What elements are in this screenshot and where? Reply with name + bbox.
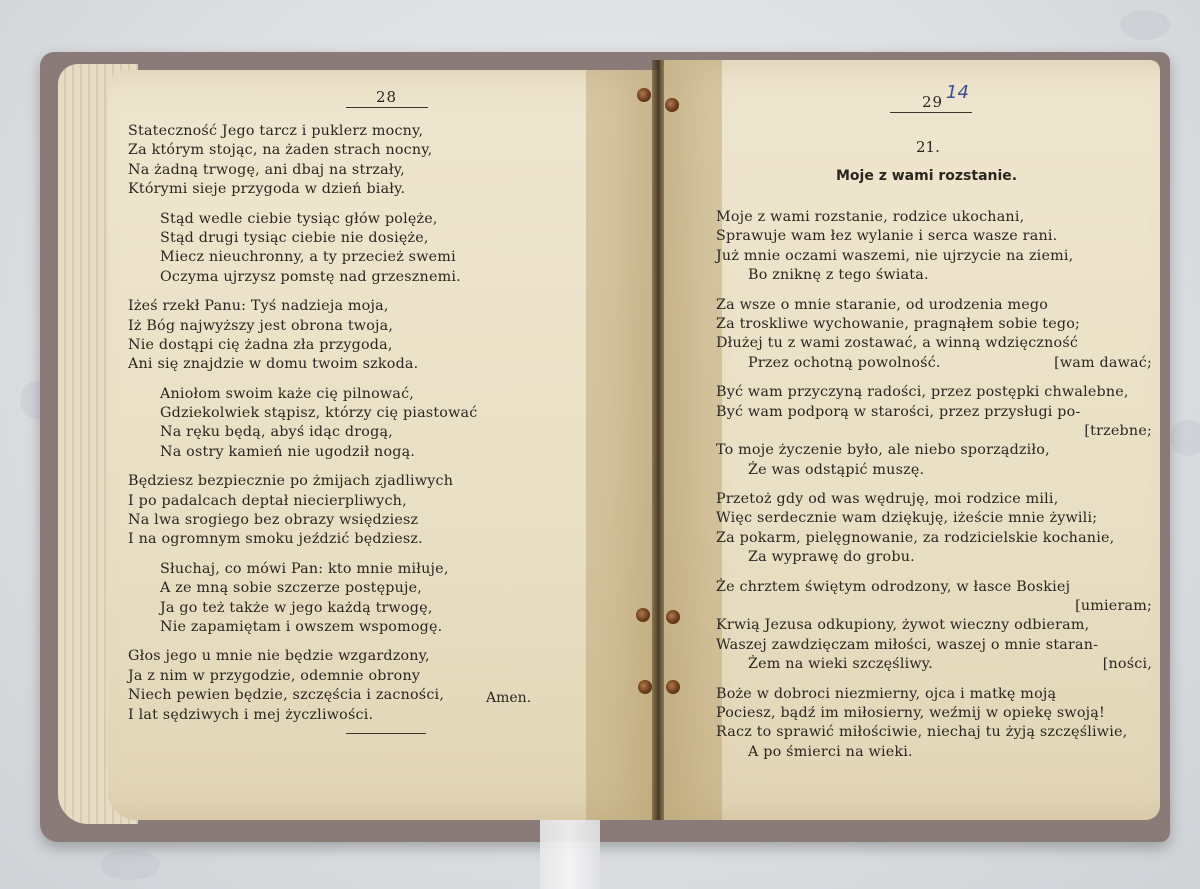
hymn-line-text: Bo zniknę z tego świata. — [748, 267, 929, 284]
hymn-line — [716, 334, 1156, 353]
closing-word: Amen. — [486, 690, 532, 706]
hymn-line-text: Pociesz, bądź im miłosierny, weźmij w opiekę swoją! — [716, 704, 1105, 721]
hymn-line-text: Żem na wieki szczęśliwy. — [748, 656, 933, 673]
poem-line: A ze mną sobie szczerze postępuje, — [160, 580, 423, 597]
header-rule — [890, 112, 972, 113]
pencil-annotation: 14 — [946, 82, 969, 103]
poem-line: Ja z nim w przygodzie, odemnie obrony — [128, 667, 421, 684]
hymn-line — [716, 461, 1156, 480]
hymn-line-text: Za wsze o mnie staranie, od urodzenia mego — [716, 296, 1049, 313]
hymn-line — [716, 490, 1156, 509]
poem-line: I po padalcach deptał niecierpliwych, — [128, 492, 407, 509]
stanza-gap — [128, 375, 477, 385]
poem-line: I lat sędziwych i mej życzliwości. — [128, 706, 374, 723]
hymn-line — [716, 422, 1156, 441]
gutter-stain — [586, 70, 658, 820]
hymn-line — [716, 743, 1156, 762]
hymn-line — [716, 227, 1156, 246]
hymn-line-text: Sprawuje wam łez wylanie i serca wasze rani. — [716, 228, 1058, 245]
hymn-text — [716, 208, 1156, 762]
poem-line: Nie zapamiętam i owszem wspomogę. — [160, 618, 443, 635]
stanza-gap — [128, 550, 477, 560]
staple-mark — [665, 98, 679, 112]
hymn-line-text: Że was odstąpić muszę. — [748, 461, 925, 478]
hymn-line — [716, 685, 1156, 704]
hymn-line-text: Więc serdecznie wam dziękuję, iżeście mnie żywili; — [716, 510, 1098, 527]
hymn-line — [716, 578, 1156, 597]
poem-line: Iżeś rzekł Panu: Tyś nadzieja moja, — [128, 298, 389, 315]
hymn-line-text: Racz to sprawić miłościwie, niechaj tu żyją szczęśliwie, — [716, 724, 1128, 741]
cloth-spot — [100, 850, 160, 880]
stanza-gap — [128, 462, 477, 472]
hymn-line-text: A po śmierci na wieki. — [748, 743, 913, 760]
hymn-line — [716, 723, 1156, 742]
hymn-line-bracket: [ności, — [1102, 656, 1152, 673]
footer-rule — [346, 733, 426, 734]
hymn-line — [716, 529, 1156, 548]
bookmark-ribbon — [540, 820, 600, 889]
poem-line: Niech pewien będzie, szczęścia i zacności, — [128, 687, 445, 704]
poem-line: Za którym stojąc, na żaden strach nocny, — [128, 142, 433, 159]
poem-line: Będziesz bezpiecznie po żmijach zjadliwych — [128, 473, 454, 490]
hymn-line — [716, 441, 1156, 460]
poem-line: Nie dostąpi cię żadna zła przygoda, — [128, 336, 393, 353]
right-page — [660, 60, 1160, 820]
hymn-line-text: Dłużej tu z wami zostawać, a winną wdzięczność — [716, 335, 1079, 352]
poem-line: Na ręku będą, abyś idąc drogą, — [160, 424, 393, 441]
hymn-line-text: Krwią Jezusa odkupiony, żywot wieczny odbieram, — [716, 617, 1090, 634]
poem-line: Miecz nieuchronny, a ty przecież swemi — [160, 249, 456, 266]
hymn-line — [716, 247, 1156, 266]
hymn-line — [716, 354, 1156, 373]
hymn-title: Moje z wami rozstanie. — [836, 168, 1018, 184]
poem-line: Którymi sieje przygoda w dzień biały. — [128, 181, 406, 198]
poem-line: Gdziekolwiek stąpisz, którzy cię piastować — [160, 405, 478, 422]
stanza-gap — [716, 373, 1156, 383]
hymn-line-text: Być wam przyczyną radości, przez postępki chwalebne, — [716, 384, 1129, 401]
hymn-line — [716, 548, 1156, 567]
stanza-gap — [128, 200, 477, 210]
hymn-line — [716, 315, 1156, 334]
hymn-line — [716, 208, 1156, 227]
poem-line: Słuchaj, co mówi Pan: kto mnie miłuje, — [160, 560, 449, 577]
hymn-line — [716, 509, 1156, 528]
staple-mark — [666, 610, 680, 624]
poem-line: Na żadną trwogę, ani dbaj na strzały, — [128, 161, 405, 178]
poem-line: Stąd drugi tysiąc ciebie nie dosięże, — [160, 229, 429, 246]
poem-line: Na ostry kamień nie ugodził nogą. — [160, 443, 416, 460]
poem-line: Na lwa srogiego bez obrazy wsiędziesz — [128, 512, 419, 529]
poem-line: Stateczność Jego tarcz i puklerz mocny, — [128, 123, 424, 139]
poem-text — [128, 122, 477, 725]
hymn-line — [716, 296, 1156, 315]
staple-mark — [638, 680, 652, 694]
hymn-line-text: Za troskliwe wychowanie, pragnąłem sobie tego; — [716, 315, 1081, 332]
hymn-line-text: Że chrztem świętym odrodzony, w łasce Boskiej — [716, 578, 1071, 595]
stanza-gap — [128, 637, 477, 647]
hymn-line — [716, 403, 1156, 422]
stanza-gap — [716, 675, 1156, 685]
staple-mark — [637, 88, 651, 102]
hymn-line — [716, 383, 1156, 402]
cloth-spot — [1170, 420, 1200, 456]
hymn-line-bracket: [trzebne; — [1084, 422, 1152, 439]
hymn-line-text: Być wam podporą w starości, przez przysługi po- — [716, 403, 1081, 420]
page-number: 29 — [922, 93, 944, 111]
stanza-gap — [716, 286, 1156, 296]
left-page — [108, 70, 658, 820]
book-spine — [652, 60, 664, 820]
stanza-gap — [716, 568, 1156, 578]
poem-line: Ja go też także w jego każdą trwogę, — [160, 599, 433, 616]
hymn-line-text: Moje z wami rozstanie, rodzice ukochani, — [716, 209, 1025, 225]
gutter-stain — [660, 60, 722, 820]
hymn-line-text: Przetoż gdy od was wędruję, moi rodzice mili, — [716, 491, 1059, 508]
hymn-line-text: Waszej zawdzięczam miłości, waszej o mnie staran- — [716, 636, 1099, 653]
stanza-gap — [716, 480, 1156, 490]
staple-mark — [666, 680, 680, 694]
staple-mark — [636, 608, 650, 622]
poem-line: Ani się znajdzie w domu twoim szkoda. — [128, 356, 419, 373]
header-rule — [346, 107, 428, 108]
hymn-line — [716, 597, 1156, 616]
page-number: 28 — [376, 88, 398, 106]
hymn-line-bracket: [wam dawać; — [1054, 354, 1152, 371]
hymn-line-text: Przez ochotną powolność. — [748, 354, 941, 371]
poem-line: Iż Bóg najwyższy jest obrona twoja, — [128, 317, 394, 334]
hymn-line — [716, 616, 1156, 635]
poem-line: Głos jego u mnie nie będzie wzgardzony, — [128, 648, 430, 665]
hymn-line-text: Boże w dobroci niezmierny, ojca i matkę moją — [716, 685, 1057, 702]
hymn-line-text: To moje życzenie było, ale niebo sporządziło, — [716, 442, 1050, 459]
hymn-line — [716, 266, 1156, 285]
cloth-spot — [1120, 10, 1170, 40]
stanza-gap — [128, 287, 477, 297]
hymn-line-bracket: [umieram; — [1075, 598, 1152, 615]
poem-line: Oczyma ujrzysz pomstę nad grzesznemi. — [160, 268, 461, 285]
poem-line: I na ogromnym smoku jeździć będziesz. — [128, 531, 423, 548]
hymn-line-text: Już mnie oczami waszemi, nie ujrzycie na ziemi, — [716, 247, 1074, 264]
hymn-line-text: Za wyprawę do grobu. — [748, 549, 915, 566]
hymn-line — [716, 704, 1156, 723]
hymn-line — [716, 636, 1156, 655]
hymn-number: 21. — [916, 138, 940, 156]
hymn-line — [716, 655, 1156, 674]
hymn-line-text: Za pokarm, pielęgnowanie, za rodzicielskie kochanie, — [716, 529, 1115, 546]
poem-line: Stąd wedle ciebie tysiąc głów polęże, — [160, 210, 438, 227]
poem-line: Aniołom swoim każe cię pilnować, — [160, 385, 415, 402]
